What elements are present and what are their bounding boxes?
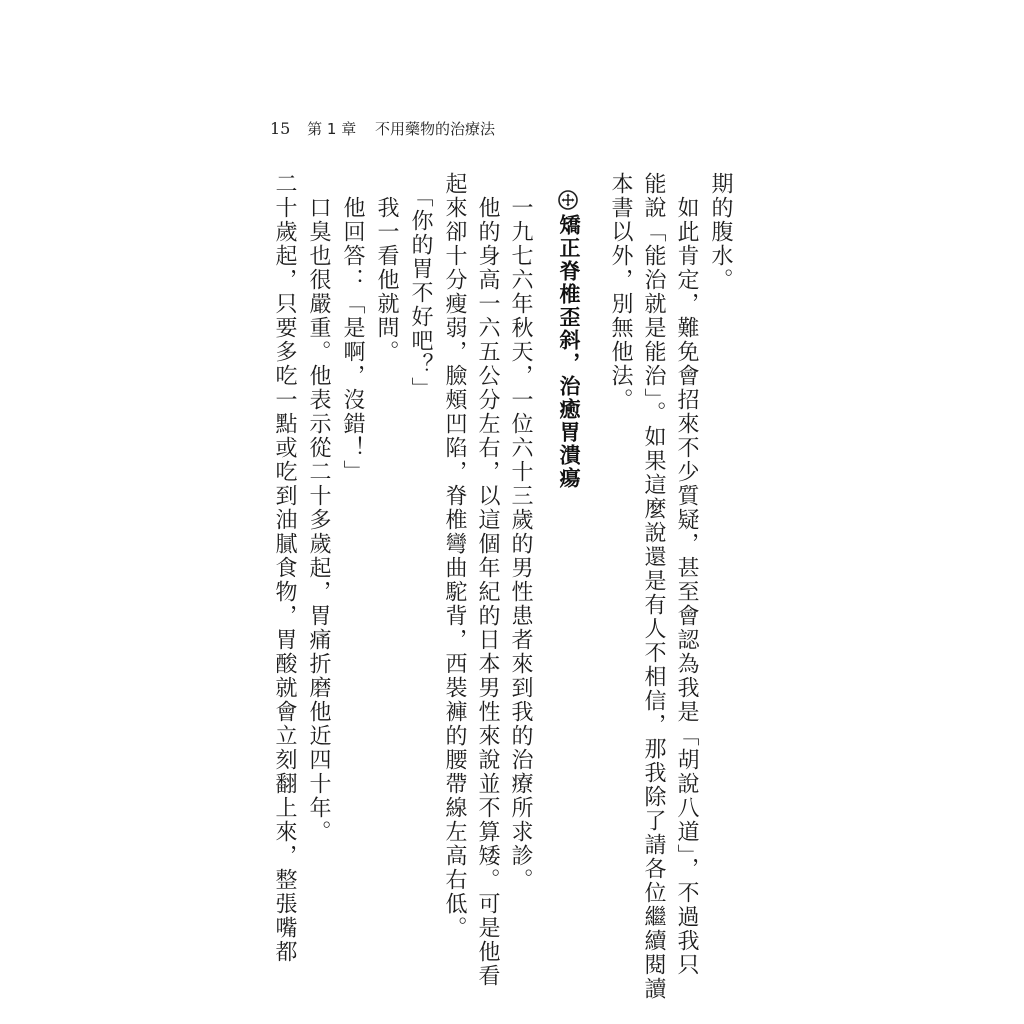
- text-line-11: 口臭也很嚴重。他表示從二十多歲起，胃痛折磨他近四十年。: [306, 172, 331, 844]
- text-line-5: 一九七六年秋天，一位六十三歲的男性患者來到我的治療所求診。: [508, 172, 533, 892]
- text-line-4: 本書以外，別無他法。: [608, 172, 633, 412]
- text-line-9: 我一看他就問。: [374, 172, 399, 364]
- text-line-6: 他的身高一六五公分左右，以這個年紀的日本男性來說並不算矮。可是他看: [475, 172, 500, 988]
- text-line-1: 期的腹水。: [708, 172, 733, 292]
- chapter-label: 第 1 章: [307, 120, 357, 138]
- four-way-arrow-icon: [558, 190, 578, 210]
- text-line-7: 起來卻十分瘦弱，臉頰凹陷，脊椎彎曲駝背，西裝褲的腰帶線左高右低。: [442, 172, 467, 940]
- section-heading: 矯正脊椎歪斜，治癒胃潰瘍: [557, 214, 581, 490]
- text-line-2: 如此肯定，難免會招來不少質疑，甚至會認為我是「胡說八道」，不過我只: [674, 172, 699, 977]
- text-line-12: 二十歲起，只要多吃一點或吃到油膩食物，胃酸就會立刻翻上來，整張嘴都: [272, 172, 297, 964]
- page-number: 15: [270, 119, 291, 138]
- running-header: [270, 118, 495, 140]
- text-line-3: 能說「能治就是能治」。如果這麼說還是有人不相信，那我除了請各位繼續閱讀: [641, 172, 666, 1001]
- text-line-8: 「你的胃不好吧？」: [408, 172, 433, 401]
- text-line-10: 他回答：「是啊，沒錯！」: [340, 172, 365, 484]
- chapter-title: 不用藥物的治療法: [375, 120, 496, 138]
